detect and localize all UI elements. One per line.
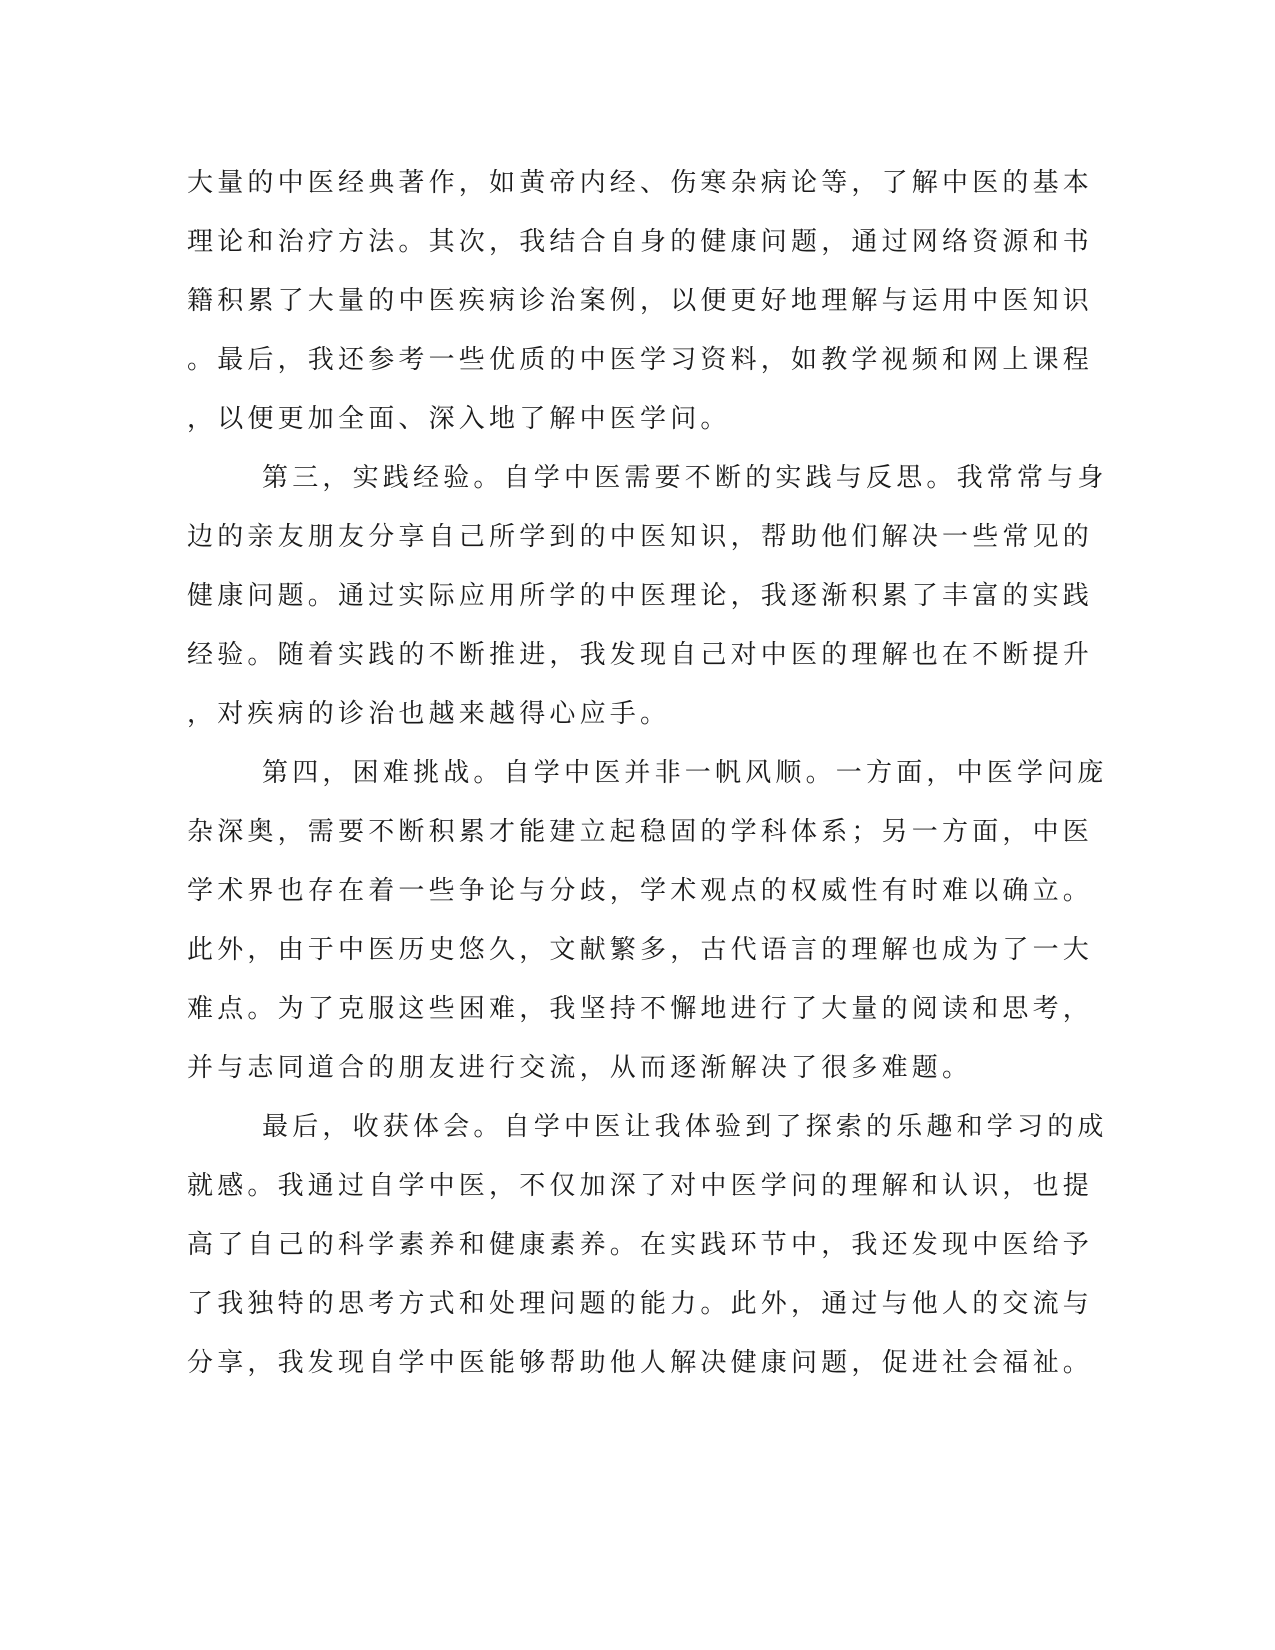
text-line: ，对疾病的诊治也越来越得心应手。 bbox=[187, 699, 671, 729]
text-line: 理论和治疗方法。其次，我结合自身的健康问题，通过网络资源和书 bbox=[187, 227, 1094, 257]
paragraph-first-line: 第四，困难挑战。自学中医并非一帆风顺。一方面，中医学问庞 bbox=[262, 758, 1108, 788]
text-line: 籍积累了大量的中医疾病诊治案例，以便更好地理解与运用中医知识 bbox=[187, 286, 1094, 316]
paragraph-first-line: 最后，收获体会。自学中医让我体验到了探索的乐趣和学习的成 bbox=[262, 1112, 1108, 1142]
text-line: 边的亲友朋友分享自己所学到的中医知识，帮助他们解决一些常见的 bbox=[187, 522, 1094, 552]
text-line: 健康问题。通过实际应用所学的中医理论，我逐渐积累了丰富的实践 bbox=[187, 581, 1094, 611]
text-line: 了我独特的思考方式和处理问题的能力。此外，通过与他人的交流与 bbox=[187, 1289, 1094, 1319]
text-line: 此外，由于中医历史悠久，文献繁多，古代语言的理解也成为了一大 bbox=[187, 935, 1094, 965]
text-line: 难点。为了克服这些困难，我坚持不懈地进行了大量的阅读和思考， bbox=[187, 994, 1094, 1024]
text-line: 大量的中医经典著作，如黄帝内经、伤寒杂病论等，了解中医的基本 bbox=[187, 168, 1094, 198]
text-line: 分享，我发现自学中医能够帮助他人解决健康问题，促进社会福祉。 bbox=[187, 1348, 1094, 1378]
paragraph-first-line: 第三，实践经验。自学中医需要不断的实践与反思。我常常与身 bbox=[262, 463, 1108, 493]
text-line: 。最后，我还参考一些优质的中医学习资料，如教学视频和网上课程 bbox=[187, 345, 1094, 375]
text-line: 杂深奥，需要不断积累才能建立起稳固的学科体系；另一方面，中医 bbox=[187, 817, 1094, 847]
text-line: 高了自己的科学素养和健康素养。在实践环节中，我还发现中医给予 bbox=[187, 1230, 1094, 1260]
text-line: 经验。随着实践的不断推进，我发现自己对中医的理解也在不断提升 bbox=[187, 640, 1094, 670]
text-line: ，以便更加全面、深入地了解中医学问。 bbox=[187, 404, 731, 434]
text-line: 并与志同道合的朋友进行交流，从而逐渐解决了很多难题。 bbox=[187, 1053, 973, 1083]
text-line: 就感。我通过自学中医，不仅加深了对中医学问的理解和认识，也提 bbox=[187, 1171, 1094, 1201]
text-line: 学术界也存在着一些争论与分歧，学术观点的权威性有时难以确立。 bbox=[187, 876, 1094, 906]
